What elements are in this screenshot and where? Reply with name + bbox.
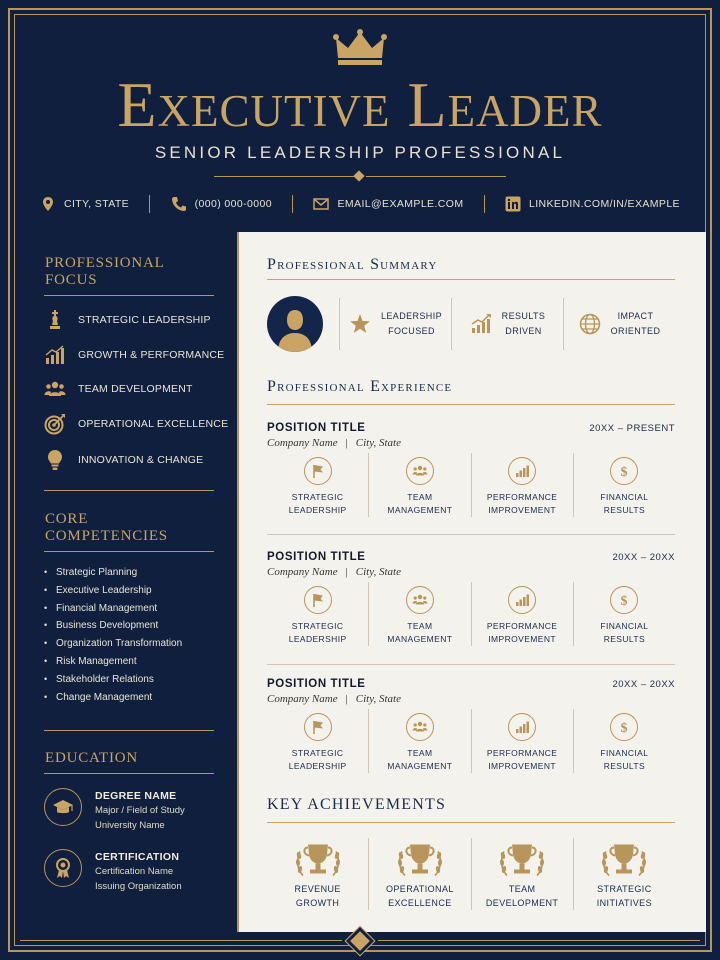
highlight-line: PERFORMANCE: [486, 621, 558, 631]
highlight-label: [487, 620, 558, 646]
highlight-line: TEAM: [407, 492, 433, 502]
bar-chart-icon: [514, 592, 530, 608]
list-item: • Financial Management: [44, 600, 182, 618]
achievement-label: [294, 882, 340, 910]
highlight-item: [368, 453, 470, 517]
summary-item-label: [381, 309, 442, 339]
education-certification-text: [95, 849, 182, 894]
focus-rule: [44, 295, 214, 296]
summary-line: ORIENTED: [610, 326, 661, 336]
company-location: City, State: [355, 566, 402, 578]
dollar-icon: [616, 592, 632, 608]
experience-entry: [267, 551, 675, 646]
competencies-heading: [45, 511, 168, 545]
highlight-line: RESULTS: [603, 505, 646, 515]
highlight-line: IMPROVEMENT: [488, 761, 556, 771]
company-name: Company Name: [267, 693, 338, 705]
dollar-icon: [616, 463, 632, 479]
bar-chart-icon: [514, 463, 530, 479]
phone-icon: [171, 196, 187, 212]
bar-chart-icon: [514, 719, 530, 735]
achievement-label: [486, 882, 558, 910]
education-line: University Name: [95, 819, 165, 831]
highlight-line: FINANCIAL: [600, 621, 649, 631]
position-dates: 20XX – PRESENT: [589, 423, 675, 434]
focus-item-label: GROWTH & PERFORMANCE: [78, 349, 225, 361]
competencies-rule: [44, 551, 214, 552]
focus-item-strategic: [44, 309, 211, 331]
company-separator: |: [345, 693, 348, 705]
achievement-item: [573, 838, 675, 910]
achievement-line: INITIATIVES: [596, 898, 652, 908]
growth-chart-icon: [470, 313, 492, 335]
flag-icon: [310, 463, 326, 479]
company-separator: |: [345, 437, 348, 449]
education-degree: [44, 788, 185, 833]
focus-item-label: STRATEGIC LEADERSHIP: [78, 314, 211, 326]
company-line: [267, 437, 675, 449]
header: [0, 0, 720, 232]
highlight-label: [487, 747, 558, 773]
position-dates: 20XX – 20XX: [612, 552, 675, 563]
contact-divider: [292, 195, 293, 213]
highlight-line: STRATEGIC: [291, 621, 344, 631]
highlight-line: RESULTS: [603, 634, 646, 644]
contact-phone[interactable]: [171, 196, 272, 212]
location-pin-icon: [40, 196, 56, 212]
focus-heading: [45, 255, 165, 289]
highlight-item: [573, 582, 675, 646]
company-separator: |: [345, 566, 348, 578]
experience-highlights: [267, 709, 675, 773]
company-location: City, State: [355, 437, 402, 449]
svg-text:$: $: [620, 594, 628, 608]
experience-highlights: [267, 453, 675, 517]
list-item: • Risk Management: [44, 653, 182, 671]
highlight-icon-circle: [610, 713, 638, 741]
contact-email-text: EMAIL@EXAMPLE.COM: [337, 198, 464, 210]
target-icon: [44, 413, 66, 435]
highlight-item: [573, 709, 675, 773]
highlight-line: RESULTS: [603, 761, 646, 771]
highlight-line: FINANCIAL: [600, 748, 649, 758]
achievement-label: [597, 882, 652, 910]
dollar-icon: [616, 719, 632, 735]
bar-chart-growth-icon: [44, 344, 66, 366]
highlight-item: [267, 709, 368, 773]
highlight-label: [387, 491, 452, 517]
highlight-label: [600, 747, 648, 773]
highlight-item: [267, 453, 368, 517]
list-item: • Stakeholder Relations: [44, 671, 182, 689]
achievements-heading: KEY ACHIEVEMENTS: [267, 796, 447, 813]
summary-line: IMPACT: [617, 311, 654, 321]
highlight-label: [289, 747, 347, 773]
focus-item-team: [44, 378, 193, 400]
highlight-icon-circle: [406, 457, 434, 485]
highlight-label: [289, 620, 347, 646]
focus-heading-line-2: FOCUS: [45, 272, 98, 288]
svg-text:$: $: [620, 465, 628, 479]
chess-king-icon: [44, 309, 66, 331]
linkedin-icon: [505, 196, 521, 212]
highlight-label: [600, 491, 648, 517]
experience-divider: [267, 534, 675, 535]
achievement-line: OPERATIONAL: [386, 884, 454, 894]
contact-phone-text: (000) 000-0000: [194, 198, 272, 210]
svg-text:$: $: [620, 721, 628, 735]
trophy-laurel-icon: [293, 838, 343, 879]
company-location: City, State: [355, 693, 402, 705]
highlight-item: [573, 453, 675, 517]
highlight-item: [471, 709, 573, 773]
experience-entry: [267, 422, 675, 517]
summary-line: FOCUSED: [388, 326, 435, 336]
position-dates: 20XX – 20XX: [612, 679, 675, 690]
education-certification: [44, 849, 182, 894]
education-degree-text: [95, 788, 185, 833]
highlight-line: STRATEGIC: [291, 492, 344, 502]
highlight-label: [289, 491, 347, 517]
trophy-laurel-icon: [395, 838, 445, 879]
education-icon-circle: [44, 788, 82, 826]
highlight-line: IMPROVEMENT: [488, 634, 556, 644]
list-item: • Executive Leadership: [44, 582, 182, 600]
achievement-item: [471, 838, 573, 910]
team-icon: [412, 719, 428, 735]
summary-line: LEADERSHIP: [380, 311, 443, 321]
highlight-label: [387, 620, 452, 646]
highlight-line: LEADERSHIP: [288, 505, 347, 515]
highlight-line: IMPROVEMENT: [488, 505, 556, 515]
competencies-list: [44, 564, 182, 706]
achievement-line: REVENUE: [294, 884, 341, 894]
summary-rule: [267, 279, 675, 280]
highlight-icon-circle: [304, 713, 332, 741]
experience-heading: Professional Experience: [267, 378, 453, 395]
experience-divider: [267, 664, 675, 665]
person-icon: [276, 308, 314, 352]
crown-icon: [332, 28, 388, 68]
education-rule: [44, 773, 214, 774]
highlight-line: MANAGEMENT: [387, 505, 453, 515]
summary-line: DRIVEN: [505, 326, 542, 336]
experience-header: [267, 678, 675, 690]
education-line: Major / Field of Study: [95, 805, 185, 816]
position-title: POSITION TITLE: [267, 551, 366, 563]
position-title: POSITION TITLE: [267, 678, 366, 690]
education-line: Certification Name: [95, 866, 174, 877]
achievement-line: TEAM: [508, 884, 536, 894]
education-icon-circle: [44, 849, 82, 887]
experience-header: [267, 551, 675, 563]
achievements-rule: [267, 822, 675, 823]
highlight-label: [600, 620, 648, 646]
highlight-line: PERFORMANCE: [486, 492, 558, 502]
highlight-icon-circle: [406, 713, 434, 741]
highlight-line: STRATEGIC: [291, 748, 344, 758]
achievement-line: GROWTH: [295, 898, 340, 908]
highlight-line: LEADERSHIP: [288, 634, 347, 644]
star-icon: [349, 313, 371, 335]
highlight-item: [368, 582, 470, 646]
contact-row: [40, 188, 680, 220]
education-line: Issuing Organization: [95, 880, 182, 892]
graduation-cap-icon: [52, 796, 74, 818]
highlight-label: [487, 491, 558, 517]
highlight-line: TEAM: [407, 621, 433, 631]
highlight-line: TEAM: [407, 748, 433, 758]
award-ribbon-icon: [52, 857, 74, 879]
title-diamond: [353, 170, 364, 181]
experience-highlights: [267, 582, 675, 646]
highlight-icon-circle: [304, 457, 332, 485]
highlight-line: MANAGEMENT: [387, 634, 453, 644]
flag-icon: [310, 592, 326, 608]
experience-header: [267, 422, 675, 434]
summary-item-impact: [563, 298, 675, 350]
avatar: [267, 296, 323, 352]
list-item: • Business Development: [44, 617, 182, 635]
page-title: Executive Leader: [117, 69, 603, 140]
highlight-icon-circle: [304, 586, 332, 614]
highlight-item: [471, 453, 573, 517]
email-icon: [313, 196, 329, 212]
title-rule-right: [366, 176, 506, 177]
position-title: POSITION TITLE: [267, 422, 366, 434]
education-top-rule: [44, 730, 214, 731]
highlight-icon-circle: [406, 586, 434, 614]
achievement-line: DEVELOPMENT: [485, 898, 559, 908]
education-title: DEGREE NAME: [95, 790, 177, 802]
education-heading: EDUCATION: [45, 750, 139, 766]
highlight-line: FINANCIAL: [600, 492, 649, 502]
bottom-rule-right: [378, 940, 700, 941]
highlight-item: [368, 709, 470, 773]
highlight-icon-circle: [508, 457, 536, 485]
main-panel: [237, 232, 706, 932]
focus-item-label: OPERATIONAL EXCELLENCE: [78, 418, 229, 430]
summary-row: [339, 298, 675, 350]
competencies-heading-line-1: CORE: [45, 511, 89, 527]
bottom-rule-left: [20, 940, 342, 941]
flag-icon: [310, 719, 326, 735]
competencies-heading-line-2: COMPETENCIES: [45, 528, 168, 544]
focus-item-growth: [44, 344, 224, 366]
contact-location: [40, 196, 129, 212]
achievement-item: [368, 838, 470, 910]
focus-item-label: INNOVATION & CHANGE: [78, 454, 204, 466]
achievement-line: STRATEGIC: [597, 884, 652, 894]
highlight-icon-circle: [610, 586, 638, 614]
trophy-laurel-icon: [599, 838, 649, 879]
focus-item-label: TEAM DEVELOPMENT: [78, 383, 193, 395]
lightbulb-icon: [44, 449, 66, 471]
team-icon: [412, 463, 428, 479]
summary-item-results: [451, 298, 563, 350]
focus-item-operational: [44, 413, 228, 435]
highlight-line: PERFORMANCE: [486, 748, 558, 758]
focus-bottom-rule: [44, 490, 214, 491]
highlight-icon-circle: [610, 457, 638, 485]
list-item: • Strategic Planning: [44, 564, 182, 582]
page-subtitle: SENIOR LEADERSHIP PROFESSIONAL: [154, 143, 566, 162]
company-name: Company Name: [267, 437, 338, 449]
list-item: • Organization Transformation: [44, 635, 182, 653]
summary-item-leadership: [339, 298, 451, 350]
highlight-item: [267, 582, 368, 646]
contact-email[interactable]: [313, 196, 463, 212]
highlight-label: [387, 747, 452, 773]
contact-divider: [484, 195, 485, 213]
experience-entry: [267, 678, 675, 773]
highlight-line: LEADERSHIP: [288, 761, 347, 771]
achievements-row: [267, 838, 675, 910]
globe-icon: [579, 313, 601, 335]
company-line: [267, 693, 675, 705]
highlight-item: [471, 582, 573, 646]
contact-location-text: CITY, STATE: [64, 198, 130, 210]
achievement-label: [386, 882, 454, 910]
summary-line: RESULTS: [501, 311, 546, 321]
list-item: • Change Management: [44, 689, 182, 707]
experience-rule: [267, 404, 675, 405]
trophy-laurel-icon: [497, 838, 547, 879]
highlight-line: MANAGEMENT: [387, 761, 453, 771]
contact-divider: [149, 195, 150, 213]
summary-heading: Professional Summary: [267, 256, 438, 273]
education-title: CERTIFICATION: [95, 851, 180, 863]
company-line: [267, 566, 675, 578]
highlight-icon-circle: [508, 586, 536, 614]
company-name: Company Name: [267, 566, 338, 578]
title-rule-left: [214, 176, 354, 177]
contact-linkedin[interactable]: [505, 196, 680, 212]
highlight-icon-circle: [508, 713, 536, 741]
summary-item-label: [611, 309, 661, 339]
team-icon: [44, 378, 66, 400]
focus-item-innovation: [44, 449, 203, 471]
sidebar: [14, 232, 236, 932]
contact-linkedin-text: LINKEDIN.COM/IN/EXAMPLE: [528, 198, 680, 210]
achievement-item: [267, 838, 368, 910]
summary-item-label: [502, 309, 546, 339]
achievement-line: EXCELLENCE: [388, 898, 452, 908]
focus-heading-line-1: PROFESSIONAL: [45, 255, 165, 271]
team-icon: [412, 592, 428, 608]
